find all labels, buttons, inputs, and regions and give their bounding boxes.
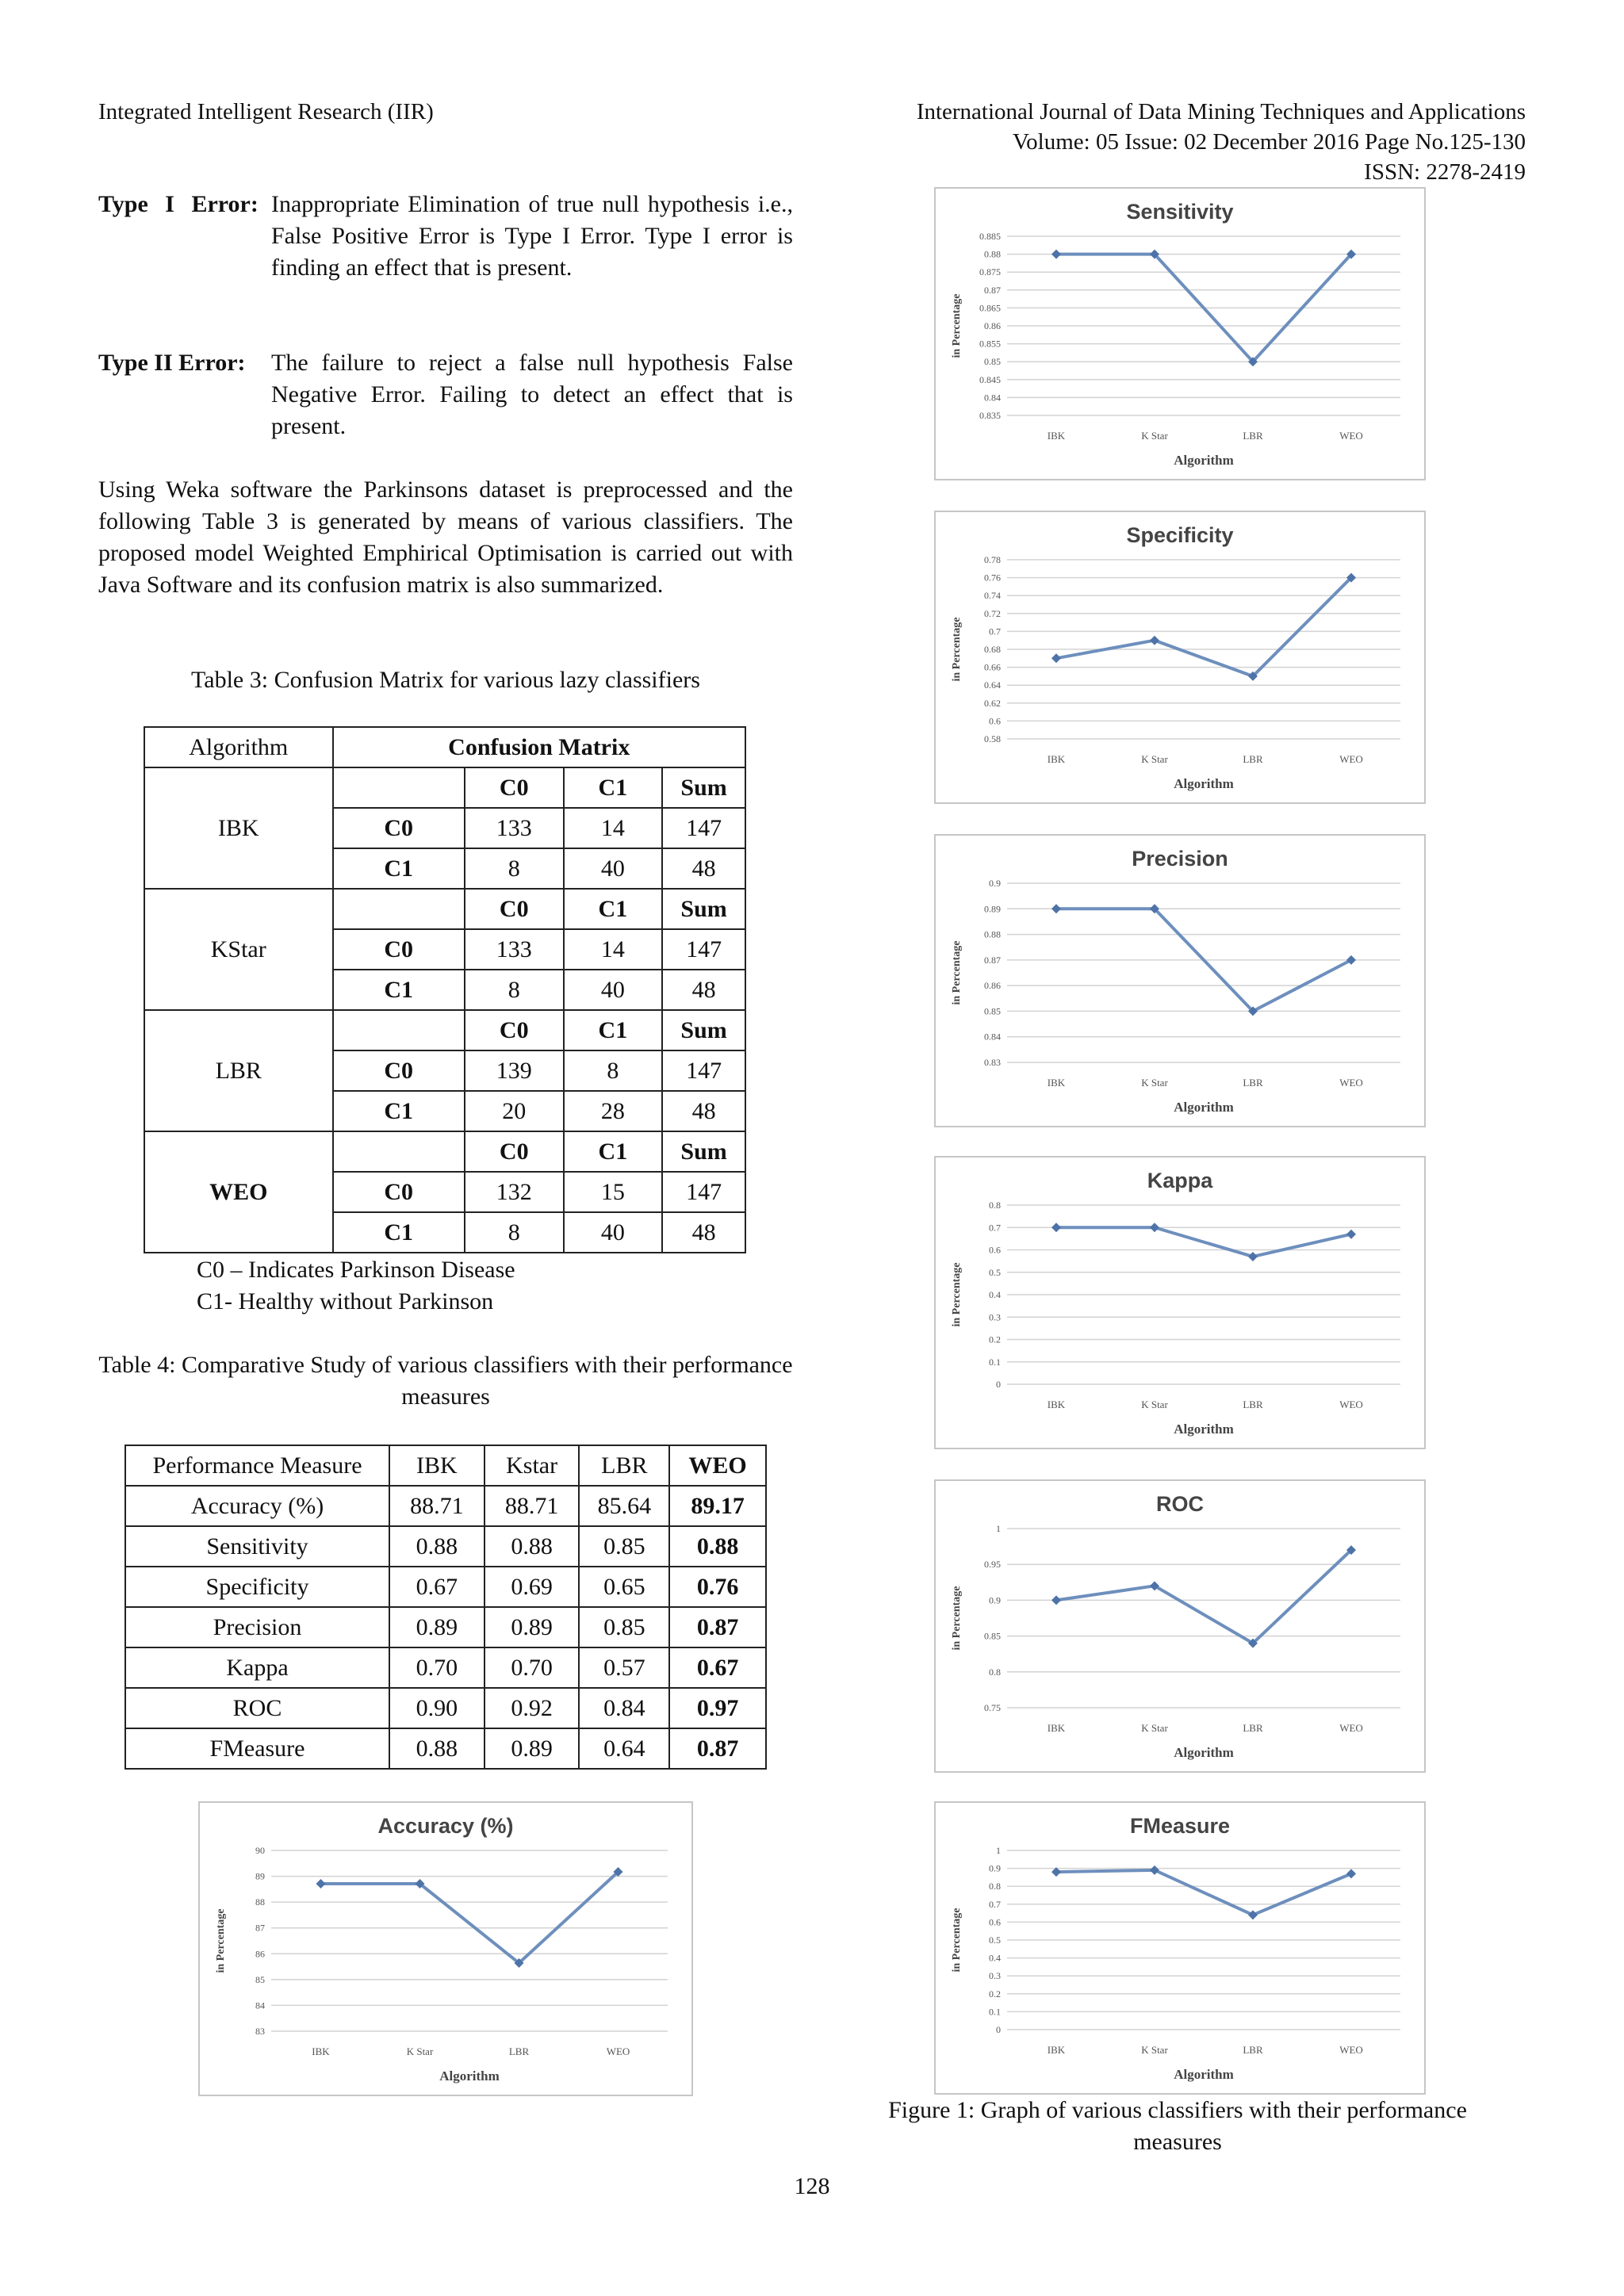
table4-cell: 0.67 (669, 1647, 766, 1688)
y-tick-label: 0.7 (989, 1222, 1001, 1234)
table4-measure-name: Kappa (125, 1647, 389, 1688)
series-line (1056, 1227, 1351, 1257)
table3-col-label: Sum (662, 1131, 745, 1172)
y-tick-label: 0.85 (984, 1005, 1001, 1017)
table3-row-label: C1 (333, 1212, 465, 1253)
data-point (1346, 1230, 1356, 1239)
table3-cell: 40 (564, 1212, 663, 1253)
y-axis-label: in Percentage (951, 617, 963, 682)
x-axis-label: Algorithm (1174, 1100, 1234, 1115)
table4-cell: 0.57 (579, 1647, 669, 1688)
table3-note-c1: C1- Healthy without Parkinson (197, 1288, 494, 1314)
y-tick-label: 0.6 (989, 715, 1001, 727)
table4-header-cell: IBK (389, 1445, 485, 1486)
type1-term: Type I Error: (98, 191, 259, 217)
y-tick-label: 0 (996, 2024, 1001, 2035)
x-tick-label: IBK (1047, 1077, 1066, 1089)
table3-cell: 40 (564, 848, 663, 889)
performance-table (124, 1445, 767, 1770)
y-tick-label: 0.865 (979, 302, 1001, 314)
y-tick-label: 0.72 (984, 607, 1001, 619)
journal-volume: Volume: 05 Issue: 02 December 2016 Page No.125-130 (1012, 129, 1526, 155)
table3-cell: 147 (662, 808, 745, 848)
data-point (1051, 904, 1061, 913)
y-axis-label: in Percentage (951, 1586, 963, 1651)
y-tick-label: 0.3 (989, 1311, 1001, 1323)
table4-cell: 0.97 (669, 1688, 766, 1728)
x-tick-label: IBK (1047, 430, 1066, 442)
x-tick-label: IBK (1047, 1399, 1066, 1410)
y-tick-label: 0.875 (979, 266, 1001, 278)
y-tick-label: 0.8 (989, 1200, 1001, 1211)
table3-cell: 14 (564, 808, 663, 848)
table4-row (125, 1607, 766, 1647)
precision-chart (934, 834, 1426, 1127)
table3-algorithm-name: WEO (144, 1131, 333, 1253)
y-tick-label: 0.2 (989, 1988, 1001, 1999)
type1-definition (98, 189, 793, 284)
y-tick-label: 0.66 (984, 661, 1001, 673)
table4-cell: 0.89 (485, 1728, 580, 1769)
type2-definition (98, 347, 793, 442)
y-tick-label: 0.87 (984, 954, 1001, 966)
table3-col-label: C0 (465, 889, 564, 929)
data-point (316, 1879, 326, 1888)
table3-cell: 133 (465, 808, 564, 848)
table3-row-label: C0 (333, 929, 465, 970)
y-tick-label: 0.7 (989, 1898, 1001, 1910)
series-line (1056, 578, 1351, 676)
table4-cell: 0.65 (579, 1567, 669, 1607)
table4-cell: 0.88 (485, 1526, 580, 1567)
figure-caption-line2: measures (1133, 2129, 1222, 2155)
table4-row (125, 1688, 766, 1728)
table3-cell: 133 (465, 929, 564, 970)
table3-cell: 48 (662, 1091, 745, 1131)
data-point (1248, 1252, 1258, 1261)
table4-cell: 0.85 (579, 1607, 669, 1647)
table3-cell: 40 (564, 970, 663, 1010)
page-number: 128 (794, 2173, 830, 2199)
y-tick-label: 0.1 (989, 2006, 1001, 2018)
y-axis-label: in Percentage (951, 293, 963, 358)
y-tick-label: 0.8 (989, 1666, 1001, 1678)
y-tick-label: 0.88 (984, 248, 1001, 260)
table3-cell: 147 (662, 1172, 745, 1212)
table4-row (125, 1567, 766, 1607)
y-tick-label: 0.845 (979, 373, 1001, 385)
x-axis-label: Algorithm (1174, 2067, 1234, 2082)
table3-col-label: C0 (465, 767, 564, 808)
x-tick-label: WEO (1339, 1722, 1363, 1734)
fmeasure-chart (934, 1801, 1426, 2095)
table3-col-label: Sum (662, 767, 745, 808)
table4-cell: 0.84 (579, 1688, 669, 1728)
accuracy-chart (198, 1801, 693, 2096)
table4-cell: 0.88 (389, 1526, 485, 1567)
y-tick-label: 0.89 (984, 903, 1001, 915)
data-point (1150, 636, 1159, 645)
table3-blank-cell (333, 767, 465, 808)
table3-algorithm-name: IBK (144, 767, 333, 889)
data-point (1150, 1866, 1159, 1875)
table4-cell: 0.92 (485, 1688, 580, 1728)
y-tick-label: 84 (255, 1999, 265, 2011)
table4-header-cell: Kstar (485, 1445, 580, 1486)
x-axis-label: Algorithm (1174, 1745, 1234, 1760)
y-tick-label: 0.84 (984, 1031, 1001, 1043)
table4-cell: 0.90 (389, 1688, 485, 1728)
x-axis-label: Algorithm (1174, 776, 1234, 791)
table4-cell: 0.70 (485, 1647, 580, 1688)
x-tick-label: K Star (1141, 2044, 1168, 2056)
y-tick-label: 0.86 (984, 980, 1001, 992)
table4-cell: 0.76 (669, 1567, 766, 1607)
x-tick-label: K Star (406, 2045, 434, 2057)
table4-cell: 0.88 (389, 1728, 485, 1769)
table3-cell: 8 (465, 1212, 564, 1253)
x-tick-label: K Star (1141, 1722, 1168, 1734)
table4-cell: 0.87 (669, 1728, 766, 1769)
table3-cell: 147 (662, 929, 745, 970)
chart-title: Accuracy (%) (377, 1814, 514, 1838)
table3-cell: 14 (564, 929, 663, 970)
table4-cell: 88.71 (389, 1486, 485, 1526)
x-tick-label: WEO (1339, 430, 1363, 442)
body-paragraph: Using Weka software the Parkinsons dataset is preprocessed and the following Table 3 is generated by means of various classifiers. The proposed model Weighted Emphirical Optimisation is carried out with Java Software and its confusion matrix is also summarized. (98, 476, 793, 598)
table3-note-c0: C0 – Indicates Parkinson Disease (197, 1257, 515, 1283)
y-tick-label: 0.5 (989, 1934, 1001, 1946)
table3-col-label: C0 (465, 1010, 564, 1050)
type2-text: The failure to reject a false null hypothesis False Negative Error. Failing to detect an effect that is present. (271, 350, 793, 439)
table4-cell: 85.64 (579, 1486, 669, 1526)
roc-chart (934, 1479, 1426, 1773)
table3-col-label: C0 (465, 1131, 564, 1172)
table3-cell: 48 (662, 848, 745, 889)
x-tick-label: LBR (1243, 753, 1263, 765)
chart-title: FMeasure (1129, 1814, 1231, 1838)
table3-row (144, 767, 745, 808)
data-point (1346, 1869, 1356, 1878)
y-tick-label: 0.68 (984, 644, 1001, 655)
y-tick-label: 0.4 (989, 1952, 1001, 1964)
y-tick-label: 0.8 (989, 1881, 1001, 1892)
x-tick-label: WEO (1339, 753, 1363, 765)
data-point (1051, 653, 1061, 663)
table4-cell: 0.89 (389, 1607, 485, 1647)
x-tick-label: IBK (312, 2045, 330, 2057)
x-axis-label: Algorithm (1174, 453, 1234, 468)
type2-term: Type II Error: (98, 350, 246, 376)
x-tick-label: WEO (606, 2045, 630, 2057)
table3-head-algorithm: Algorithm (144, 727, 333, 767)
y-axis-label: in Percentage (215, 1908, 227, 1973)
y-tick-label: 0.85 (984, 356, 1001, 368)
x-tick-label: LBR (1243, 1722, 1263, 1734)
journal-issn: ISSN: 2278-2419 (1364, 159, 1526, 185)
table4-measure-name: Precision (125, 1607, 389, 1647)
table4-caption: Table 4: Comparative Study of various classifiers with their performance measures (98, 1352, 793, 1410)
y-axis-label: in Percentage (951, 1908, 963, 1973)
table3-row-label: C0 (333, 1050, 465, 1091)
chart-title: Kappa (1147, 1169, 1213, 1192)
table3-cell: 132 (465, 1172, 564, 1212)
x-axis-label: Algorithm (1174, 1422, 1234, 1437)
table4-measure-name: FMeasure (125, 1728, 389, 1769)
table3-col-label: C1 (564, 1010, 663, 1050)
x-tick-label: LBR (1243, 2044, 1263, 2056)
y-axis-label: in Percentage (951, 940, 963, 1005)
table3-cell: 8 (465, 970, 564, 1010)
y-tick-label: 0.9 (989, 1862, 1001, 1874)
y-tick-label: 87 (255, 1922, 265, 1934)
x-tick-label: LBR (1243, 1399, 1263, 1410)
table3-cell: 139 (465, 1050, 564, 1091)
journal-series-header: Integrated Intelligent Research (IIR) (98, 99, 434, 124)
table4-header-cell: LBR (579, 1445, 669, 1486)
y-tick-label: 0.4 (989, 1289, 1001, 1300)
table4-cell: 0.87 (669, 1607, 766, 1647)
table3-cell: 147 (662, 1050, 745, 1091)
y-tick-label: 83 (255, 2026, 265, 2037)
y-tick-label: 0.84 (984, 392, 1001, 404)
table3-row-label: C1 (333, 970, 465, 1010)
table4-cell: 0.67 (389, 1567, 485, 1607)
y-tick-label: 0.7 (989, 626, 1001, 637)
table4-cell: 0.69 (485, 1567, 580, 1607)
table3-col-label: C1 (564, 889, 663, 929)
chart-title: ROC (1156, 1492, 1204, 1516)
x-tick-label: IBK (1047, 2044, 1066, 2056)
x-tick-label: K Star (1141, 1399, 1168, 1410)
data-point (1051, 250, 1061, 259)
y-tick-label: 0.95 (984, 1559, 1001, 1571)
table3-algorithm-name: KStar (144, 889, 333, 1010)
y-tick-label: 0.62 (984, 697, 1001, 709)
table3-row (144, 1131, 745, 1172)
table3-col-label: Sum (662, 1010, 745, 1050)
y-tick-label: 85 (255, 1973, 265, 1985)
table3-head-matrix: Confusion Matrix (333, 727, 746, 767)
y-tick-label: 0.88 (984, 928, 1001, 940)
y-tick-label: 1 (996, 1845, 1001, 1856)
table3-row-label: C1 (333, 848, 465, 889)
table4-row (125, 1728, 766, 1769)
table3-cell: 20 (465, 1091, 564, 1131)
y-tick-label: 0.74 (984, 590, 1001, 602)
y-tick-label: 0.9 (989, 1594, 1001, 1606)
x-tick-label: K Star (1141, 430, 1168, 442)
y-tick-label: 0.78 (984, 554, 1001, 565)
table3-header-row (144, 727, 745, 767)
x-axis-label: Algorithm (439, 2068, 500, 2084)
table4-measure-name: Sensitivity (125, 1526, 389, 1567)
y-tick-label: 86 (255, 1948, 265, 1960)
y-tick-label: 0.87 (984, 284, 1001, 296)
figure-caption (833, 2095, 1522, 2158)
table4-cell: 89.17 (669, 1486, 766, 1526)
figure-caption-line1: Figure 1: Graph of various classifiers with their performance (888, 2097, 1467, 2123)
table4-row (125, 1647, 766, 1688)
table3-cell: 48 (662, 1212, 745, 1253)
y-tick-label: 0.885 (979, 231, 1001, 242)
table3-caption: Table 3: Confusion Matrix for various lazy classifiers (191, 667, 700, 693)
journal-info-header (733, 97, 1526, 187)
table3-row-label: C0 (333, 808, 465, 848)
y-tick-label: 0.75 (984, 1702, 1001, 1713)
y-tick-label: 0.6 (989, 1244, 1001, 1256)
table4-row (125, 1526, 766, 1567)
table3-blank-cell (333, 1010, 465, 1050)
table3-cell: 8 (564, 1050, 663, 1091)
table4-cell: 0.88 (669, 1526, 766, 1567)
data-point (1051, 1223, 1061, 1232)
x-tick-label: LBR (1243, 1077, 1263, 1089)
table3-cell: 15 (564, 1172, 663, 1212)
table4-cell: 0.64 (579, 1728, 669, 1769)
table3-blank-cell (333, 1131, 465, 1172)
chart-title: Specificity (1126, 523, 1234, 547)
y-tick-label: 0.6 (989, 1916, 1001, 1928)
series-line (321, 1872, 619, 1963)
x-tick-label: IBK (1047, 1722, 1066, 1734)
x-tick-label: WEO (1339, 1077, 1363, 1089)
table3-blank-cell (333, 889, 465, 929)
x-tick-label: WEO (1339, 2044, 1363, 2056)
sensitivity-chart (934, 187, 1426, 480)
y-tick-label: 0.64 (984, 679, 1001, 691)
table4-cell: 0.85 (579, 1526, 669, 1567)
y-tick-label: 0.855 (979, 338, 1001, 350)
y-tick-label: 0.3 (989, 1970, 1001, 1982)
y-tick-label: 0.5 (989, 1266, 1001, 1278)
y-tick-label: 89 (255, 1870, 265, 1882)
x-tick-label: K Star (1141, 1077, 1168, 1089)
data-point (1150, 1223, 1159, 1232)
table3-algorithm-name: LBR (144, 1010, 333, 1131)
y-tick-label: 0.1 (989, 1356, 1001, 1368)
series-line (1056, 1870, 1351, 1915)
table4-measure-name: ROC (125, 1688, 389, 1728)
table3-row-label: C0 (333, 1172, 465, 1212)
table3-cell: 8 (465, 848, 564, 889)
y-axis-label: in Percentage (951, 1262, 963, 1327)
y-tick-label: 0.83 (984, 1057, 1001, 1068)
data-point (1248, 1910, 1258, 1919)
y-tick-label: 1 (996, 1523, 1001, 1534)
table3-row (144, 1010, 745, 1050)
journal-title: International Journal of Data Mining Techniques and Applications (916, 99, 1526, 124)
table4-header-cell: Performance Measure (125, 1445, 389, 1486)
x-tick-label: WEO (1339, 1399, 1363, 1410)
table3-cell: 48 (662, 970, 745, 1010)
table3-cell: 28 (564, 1091, 663, 1131)
table3-col-label: C1 (564, 1131, 663, 1172)
x-tick-label: IBK (1047, 753, 1066, 765)
y-tick-label: 88 (255, 1896, 265, 1908)
y-tick-label: 0 (996, 1379, 1001, 1390)
x-tick-label: LBR (1243, 430, 1263, 442)
y-tick-label: 0.76 (984, 572, 1001, 584)
x-tick-label: K Star (1141, 753, 1168, 765)
table4-measure-name: Specificity (125, 1567, 389, 1607)
table4-cell: 0.70 (389, 1647, 485, 1688)
table3-row (144, 889, 745, 929)
table3-col-label: Sum (662, 889, 745, 929)
y-tick-label: 0.9 (989, 878, 1001, 889)
y-tick-label: 0.86 (984, 320, 1001, 331)
confusion-matrix-table (144, 726, 746, 1253)
y-tick-label: 0.835 (979, 410, 1001, 421)
kappa-chart (934, 1156, 1426, 1449)
x-tick-label: LBR (508, 2045, 530, 2057)
table3-row-label: C1 (333, 1091, 465, 1131)
y-tick-label: 0.2 (989, 1334, 1001, 1345)
table4-measure-name: Accuracy (%) (125, 1486, 389, 1526)
table4-row (125, 1486, 766, 1526)
chart-title: Precision (1132, 847, 1228, 871)
y-tick-label: 90 (255, 1845, 265, 1856)
table4-cell: 0.89 (485, 1607, 580, 1647)
type1-text: Inappropriate Elimination of true null hypothesis i.e., False Positive Error is Type I Error. Type I error is finding an effect that is present. (271, 191, 793, 281)
y-tick-label: 0.85 (984, 1630, 1001, 1642)
y-tick-label: 0.58 (984, 733, 1001, 744)
table3-col-label: C1 (564, 767, 663, 808)
data-point (1051, 1595, 1061, 1605)
chart-title: Sensitivity (1126, 200, 1234, 224)
specificity-chart (934, 511, 1426, 804)
table4-cell: 88.71 (485, 1486, 580, 1526)
table4-header-row (125, 1445, 766, 1486)
table4-header-cell: WEO (669, 1445, 766, 1486)
